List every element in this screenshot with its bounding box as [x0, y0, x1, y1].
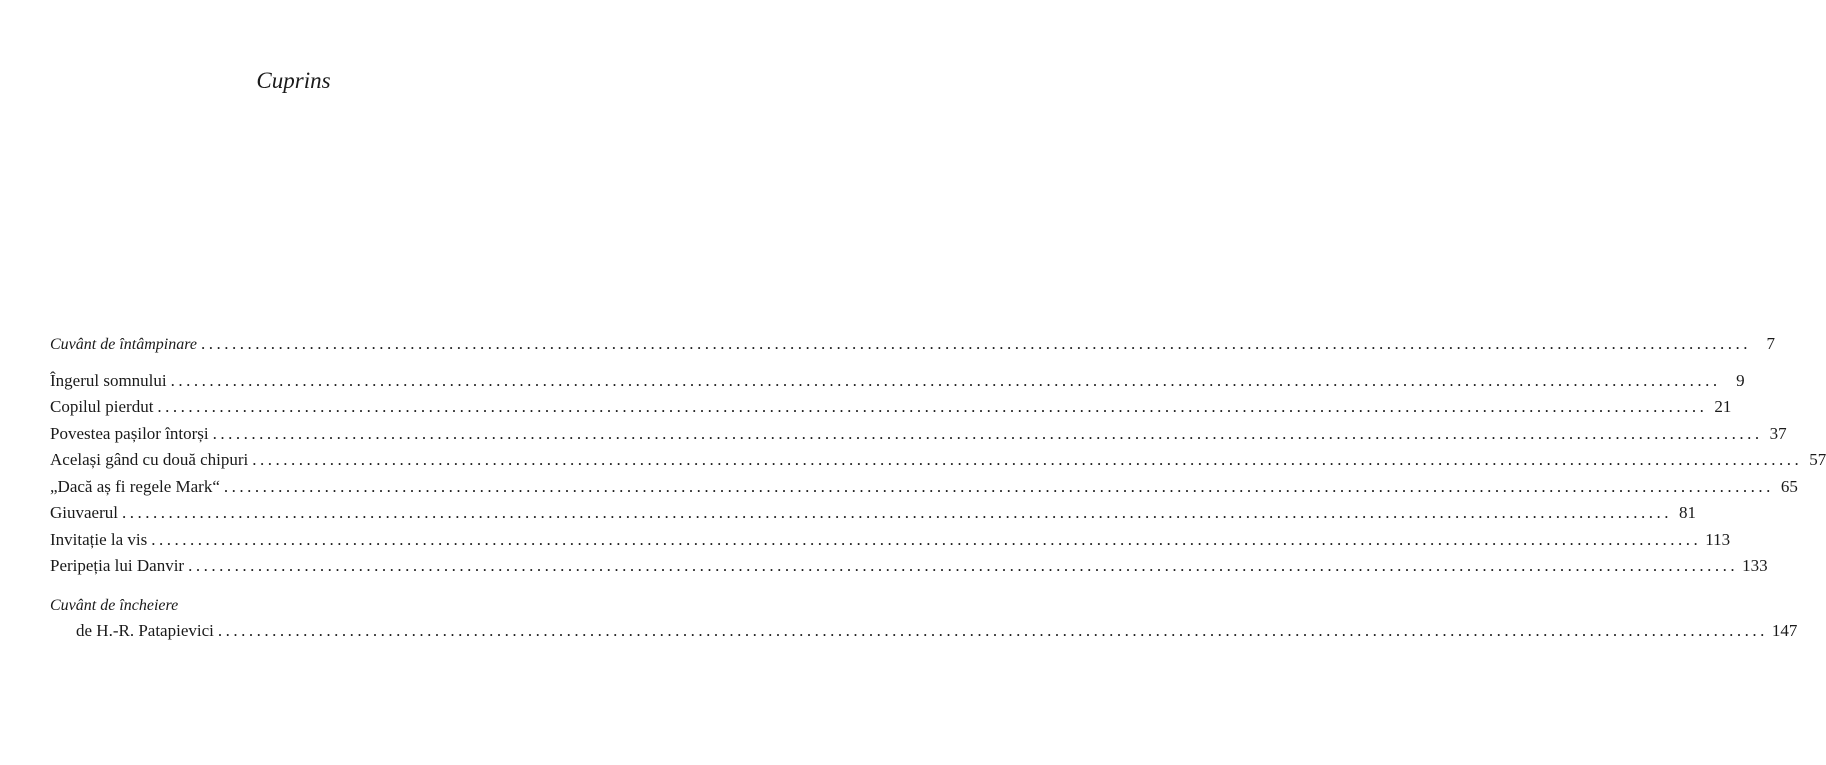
table-of-contents	[50, 331, 1826, 644]
toc-entry-title: „Dacă aș fi regele Mark“	[50, 476, 220, 496]
toc-entry	[50, 447, 1826, 474]
toc-entry-page: 65	[1780, 476, 1798, 496]
toc-entry-page: 57	[1809, 450, 1826, 469]
toc-entry	[50, 527, 1731, 554]
toc-entry-page: 81	[1678, 503, 1696, 522]
dot-leader: ........................................................................................................................................................................................................	[157, 397, 1708, 416]
toc-entry-title: Îngerul somnului	[50, 370, 167, 390]
toc-entry	[50, 474, 1798, 501]
page-title: Cuprins	[256, 68, 331, 93]
toc-entry	[50, 553, 1768, 580]
toc-entry-page: 21	[1714, 397, 1732, 416]
toc-entry-page: 113	[1705, 529, 1731, 549]
toc-entry-title: Giuvaerul	[50, 503, 118, 522]
toc-entry-title: Povestea pașilor întorși	[50, 423, 209, 443]
toc-entry-page: 37	[1769, 423, 1787, 443]
toc-entry	[50, 500, 1696, 527]
toc-entry-author: de H.-R. Patapievici	[76, 620, 214, 640]
dot-leader: ........................................................................................................................................................................................................	[200, 334, 1751, 353]
dot-leader: ........................................................................................................................................................................................................	[151, 529, 1702, 549]
toc-entry-page: 9	[1736, 370, 1745, 390]
dot-leader: ........................................................................................................................................................................................................	[170, 370, 1721, 390]
toc-entry-title: Peripeția lui Danvir	[50, 556, 185, 575]
toc-entry-intro	[50, 331, 1775, 358]
dot-leader: ........................................................................................................................................................................................................	[217, 620, 1768, 640]
dot-leader: ........................................................................................................................................................................................................	[121, 503, 1672, 522]
toc-entry-title: Invitație la vis	[50, 529, 148, 549]
toc-entry	[50, 368, 1745, 395]
toc-entry-title: Copilul pierdut	[50, 397, 154, 416]
dot-leader: ........................................................................................................................................................................................................	[188, 556, 1739, 575]
toc-entry-title: Cuvânt de întâmpinare	[50, 336, 197, 353]
toc-entry-closing	[50, 618, 1798, 645]
toc-entry-page: 133	[1742, 556, 1768, 575]
toc-entry	[50, 394, 1732, 421]
toc-entry-closing-title: Cuvânt de încheiere	[50, 596, 179, 614]
dot-leader: ........................................................................................................................................................................................................	[212, 423, 1763, 443]
toc-entry-page: 147	[1771, 620, 1798, 640]
dot-leader: ........................................................................................................................................................................................................	[223, 476, 1774, 496]
toc-entry	[50, 421, 1787, 448]
toc-entry-page: 7	[1766, 334, 1775, 353]
dot-leader: ........................................................................................................................................................................................................	[252, 450, 1803, 469]
toc-entry-title: Același gând cu două chipuri	[50, 450, 249, 469]
